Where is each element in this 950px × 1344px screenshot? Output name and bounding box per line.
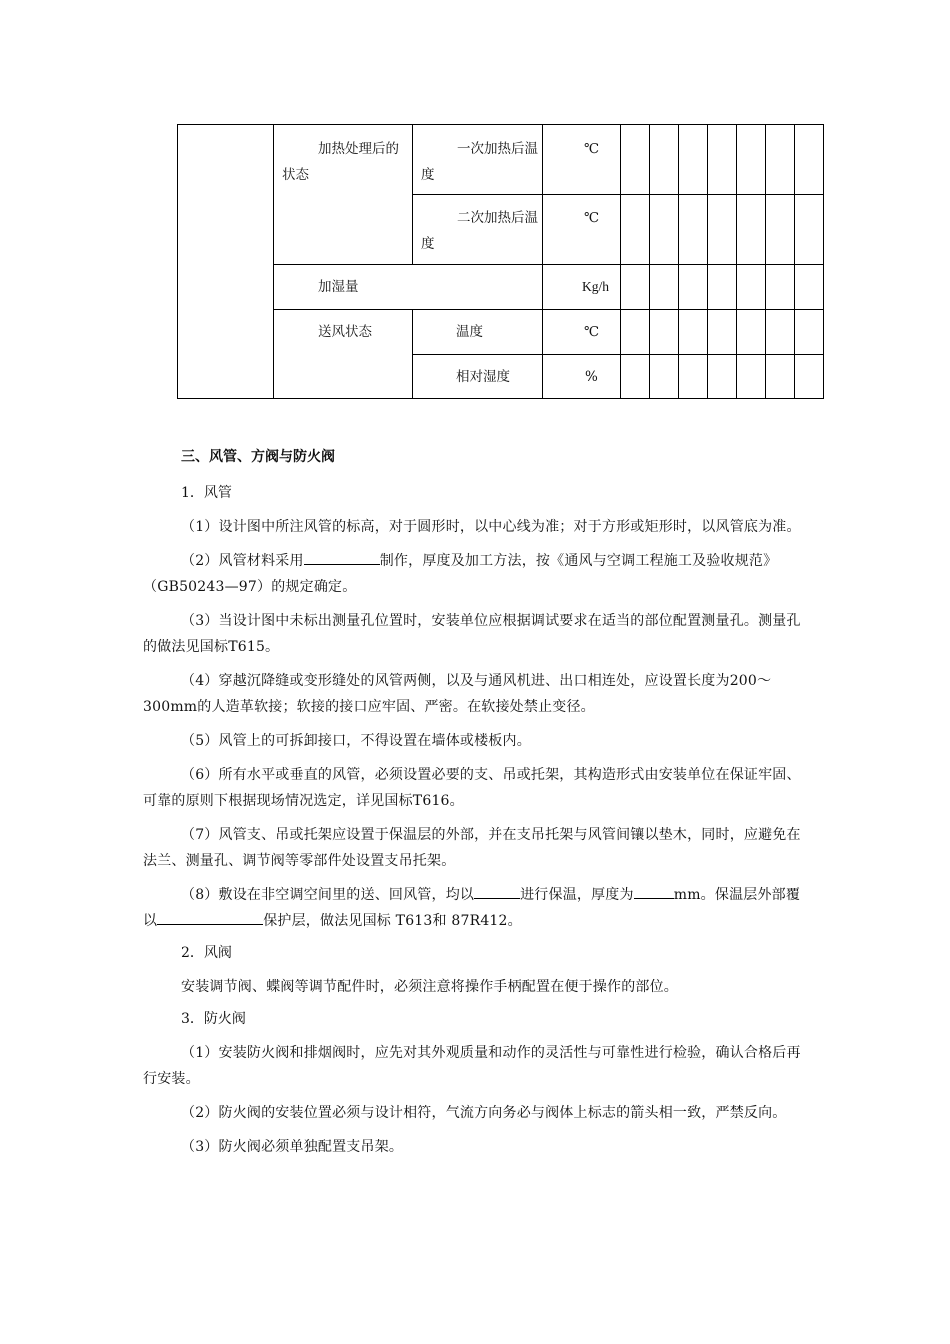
- table-row-line: [273, 309, 824, 310]
- text: 进行保温，厚度为: [520, 887, 634, 903]
- unit-celsius: ℃: [584, 324, 600, 340]
- fill-in-blank: [474, 884, 520, 899]
- row-label-relative-humidity: 相对湿度: [456, 369, 510, 385]
- unit-celsius: ℃: [584, 141, 600, 157]
- table-col-line: [678, 124, 679, 399]
- table-col-line: [273, 124, 274, 399]
- table-border-left: [177, 124, 178, 399]
- subheading-duct: 1．风管: [181, 485, 232, 501]
- subheading-fire-damper: 3．防火阀: [181, 1011, 246, 1027]
- paragraph: 安装调节阀、蝶阀等调节配件时，必须注意将操作手柄配置在便于操作的部位。: [181, 979, 678, 995]
- section-title: 三、风管、方阀与防火阀: [181, 449, 335, 465]
- table-border-bottom: [177, 398, 824, 399]
- row-label-heated-state: 加热处理后的状态: [282, 141, 399, 183]
- paragraph: （5）风管上的可拆卸接口，不得设置在墙体或楼板内。: [181, 733, 531, 749]
- fill-in-blank: [304, 550, 380, 565]
- table-col-line: [794, 124, 795, 399]
- fill-in-blank: [634, 884, 674, 899]
- document-body: [143, 446, 808, 1168]
- unit-percent: %: [585, 369, 598, 385]
- table-row-line: [273, 264, 824, 265]
- paragraph: （2）防火阀的安装位置必须与设计相符，气流方向务必与阀体上标志的箭头相一致，严禁反向。: [181, 1105, 787, 1121]
- paragraph: [143, 548, 808, 600]
- table-row-line: [412, 354, 824, 355]
- paragraph: （7）风管支、吊或托架应设置于保温层的外部，并在支吊托架与风管间镶以垫木，同时，应避免在法兰、测量孔、调节阀等零部件处设置支吊托架。: [143, 827, 801, 869]
- fill-in-blank: [157, 910, 263, 925]
- row-label-temperature: 温度: [456, 324, 483, 340]
- table-col-line: [649, 124, 650, 399]
- unit-kgh: Kg/h: [582, 279, 609, 294]
- text: （8）敷设在非空调空间里的送、回风管，均以: [181, 887, 475, 903]
- table-col-line: [765, 124, 766, 399]
- table-col-line: [707, 124, 708, 399]
- text: mm。保温层外部覆以: [143, 887, 801, 929]
- paragraph: （1）安装防火阀和排烟阀时，应先对其外观质量和动作的灵活性与可靠性进行检验，确认合格后再行安装。: [143, 1045, 801, 1087]
- parameter-table: [0, 0, 950, 420]
- table-row-line: [412, 194, 824, 195]
- row-label-humidification: 加湿量: [318, 279, 359, 295]
- table-col-line: [620, 124, 621, 399]
- paragraph: （3）防火阀必须单独配置支吊架。: [181, 1139, 404, 1155]
- text: 保护层，做法见国标 T613和 87R412。: [263, 913, 522, 929]
- paragraph: [143, 882, 808, 934]
- paragraph: （4）穿越沉降缝或变形缝处的风管两侧，以及与通风机进、出口相连处，应设置长度为200～300mm的人造革软接；软接的接口应牢固、严密。在软接处禁止变径。: [143, 673, 772, 715]
- row-label-first-heat-temp: 一次加热后温度: [421, 141, 538, 183]
- text: （2）风管材料采用: [181, 553, 304, 569]
- subheading-damper: 2．风阀: [181, 945, 232, 961]
- table-col-line: [736, 124, 737, 399]
- table-border-right: [823, 124, 824, 399]
- paragraph: （3）当设计图中未标出测量孔位置时，安装单位应根据调试要求在适当的部位配置测量孔。测量孔的做法见国标T615。: [143, 613, 801, 655]
- paragraph: （6）所有水平或垂直的风管，必须设置必要的支、吊或托架，其构造形式由安装单位在保证牢固、可靠的原则下根据现场情况选定，详见国标T616。: [143, 767, 801, 809]
- row-label-supply-air-state: 送风状态: [318, 324, 372, 340]
- table-col-line: [542, 124, 543, 399]
- text: 制作，厚度及加工方法，按《通风与空调工程施工及验收规范》（GB50243—97）的规定确定。: [143, 553, 778, 595]
- paragraph: （1）设计图中所注风管的标高，对于圆形时，以中心线为准；对于方形或矩形时，以风管底为准。: [181, 519, 801, 535]
- table-border-top: [177, 124, 824, 125]
- row-label-second-heat-temp: 二次加热后温度: [421, 210, 538, 252]
- unit-celsius: ℃: [584, 210, 600, 226]
